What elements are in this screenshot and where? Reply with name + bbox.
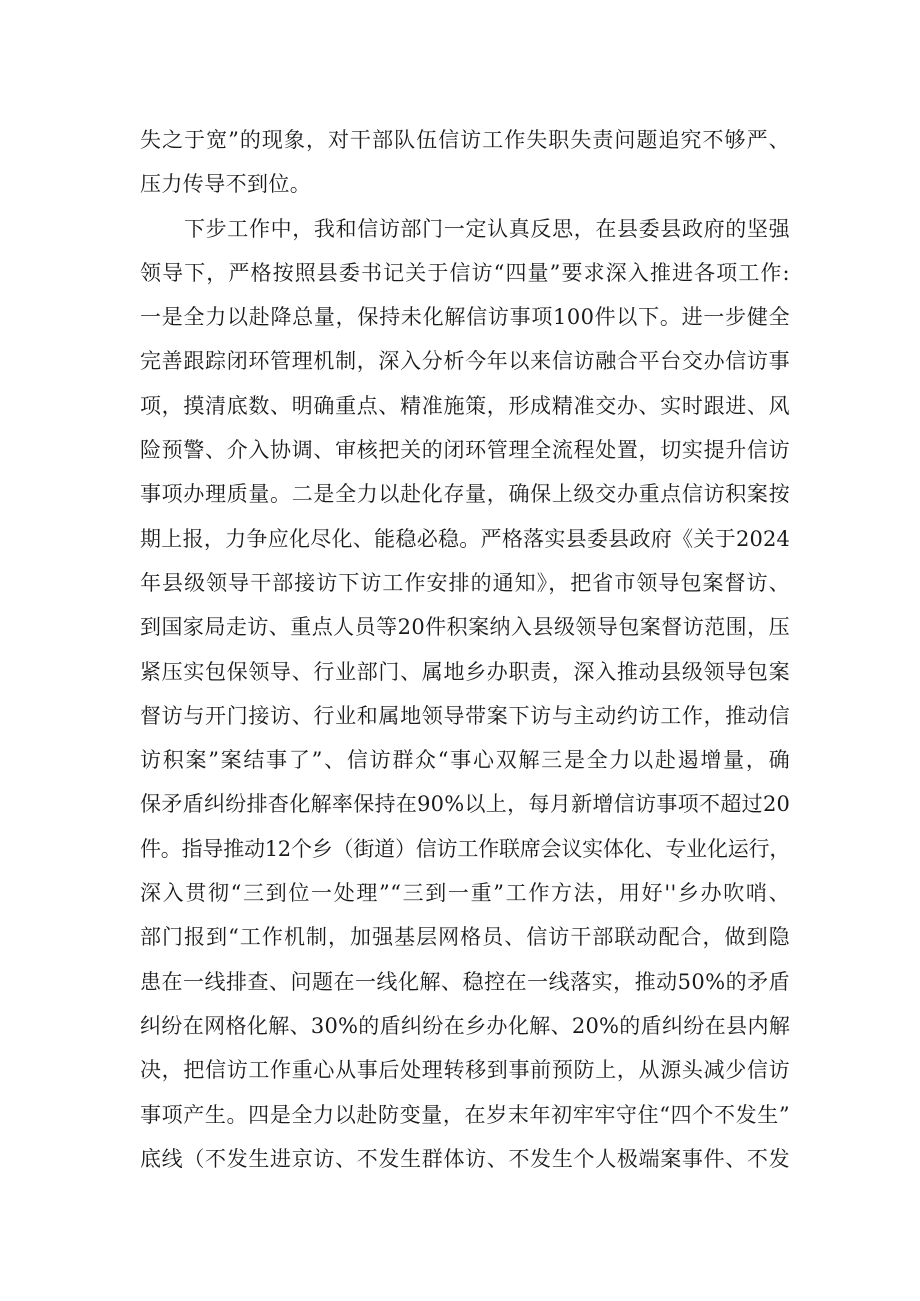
text-line: 深入贯彻“三到位一处理”“三到一重”工作方法，用好''乡办吹哨、 (140, 881, 790, 906)
body-text (140, 118, 790, 1181)
text-line: 保矛盾纠纷排杳化解率保持在90%以上，每月新增信访事项不超过20 (140, 792, 790, 817)
text-line: 决，把信访工作重心从事后处理转移到事前预防上，从源头减少信访 (140, 1058, 790, 1083)
text-line: 项，摸清底数、明确重点、精准施策，形成精准交办、实时跟进、风 (140, 393, 790, 418)
text-line: 压力传导不到位。 (140, 172, 312, 197)
text-line: 到国家局走访、重点人员等20件积案纳入县级领导包案督访范围，压 (140, 615, 790, 640)
text-line: 紧压实包保领导、行业部门、属地乡办职责，深入推动县级领导包案 (140, 659, 790, 684)
text-line: 督访与开门接访、行业和属地领导带案下访与主动约访工作，推动信 (140, 703, 790, 728)
text-line: 失之于宽”的现象，对干部队伍信访工作失职失责问题追究不够严、 (140, 128, 790, 152)
text-line: 患在一线排查、问题在一线化解、稳控在一线落实，推动50%的矛盾 (140, 969, 790, 994)
text-line: 件。指导推动12个乡（街道）信访工作联席会议实体化、专业化运行， (140, 836, 790, 861)
text-line: 期上报，力争应化尽化、能稳必稳。严格落实县委县政府《关于2024 (140, 526, 790, 551)
text-line: 事项办理质量。二是全力以赴化存量，确保上级交办重点信访积案按 (140, 482, 790, 507)
text-line: 完善跟踪闭环管理机制，深入分析今年以来信访融合平台交办信访事 (140, 349, 790, 374)
paragraph-first-line: 下步工作中，我和信访部门一定认真反思，在县委县政府的坚强 (184, 216, 790, 241)
text-line: 年县级领导干部接访下访工作安排的通知》，把省市领导包案督访、 (140, 570, 790, 595)
text-line: 部门报到“工作机制，加强基层网格员、信访干部联动配合，做到隐 (140, 925, 790, 950)
text-line: 一是全力以赴降总量，保持未化解信访事项100件以下。进一步健全 (140, 305, 790, 330)
text-line: 险预警、介入协调、审核把关的闭环管理全流程处置，切实提升信访 (140, 438, 790, 463)
text-line: 底线（不发生进京访、不发生群体访、不发生个人极端案事件、不发 (140, 1146, 790, 1171)
text-line: 访积案”案结事了”、信访群众“事心双解三是全力以赴遏增量，确 (140, 748, 790, 773)
text-line: 纠纷在网格化解、30%的盾纠纷在乡办化解、20%的盾纠纷在县内解 (140, 1013, 790, 1038)
text-line: 领导下，严格按照县委书记关于信访“四量”要求深入推进各项工作: (140, 260, 790, 285)
text-line: 事项产生。四是全力以赴防变量，在岁末年初牢牢守住“四个不发生” (140, 1102, 790, 1127)
